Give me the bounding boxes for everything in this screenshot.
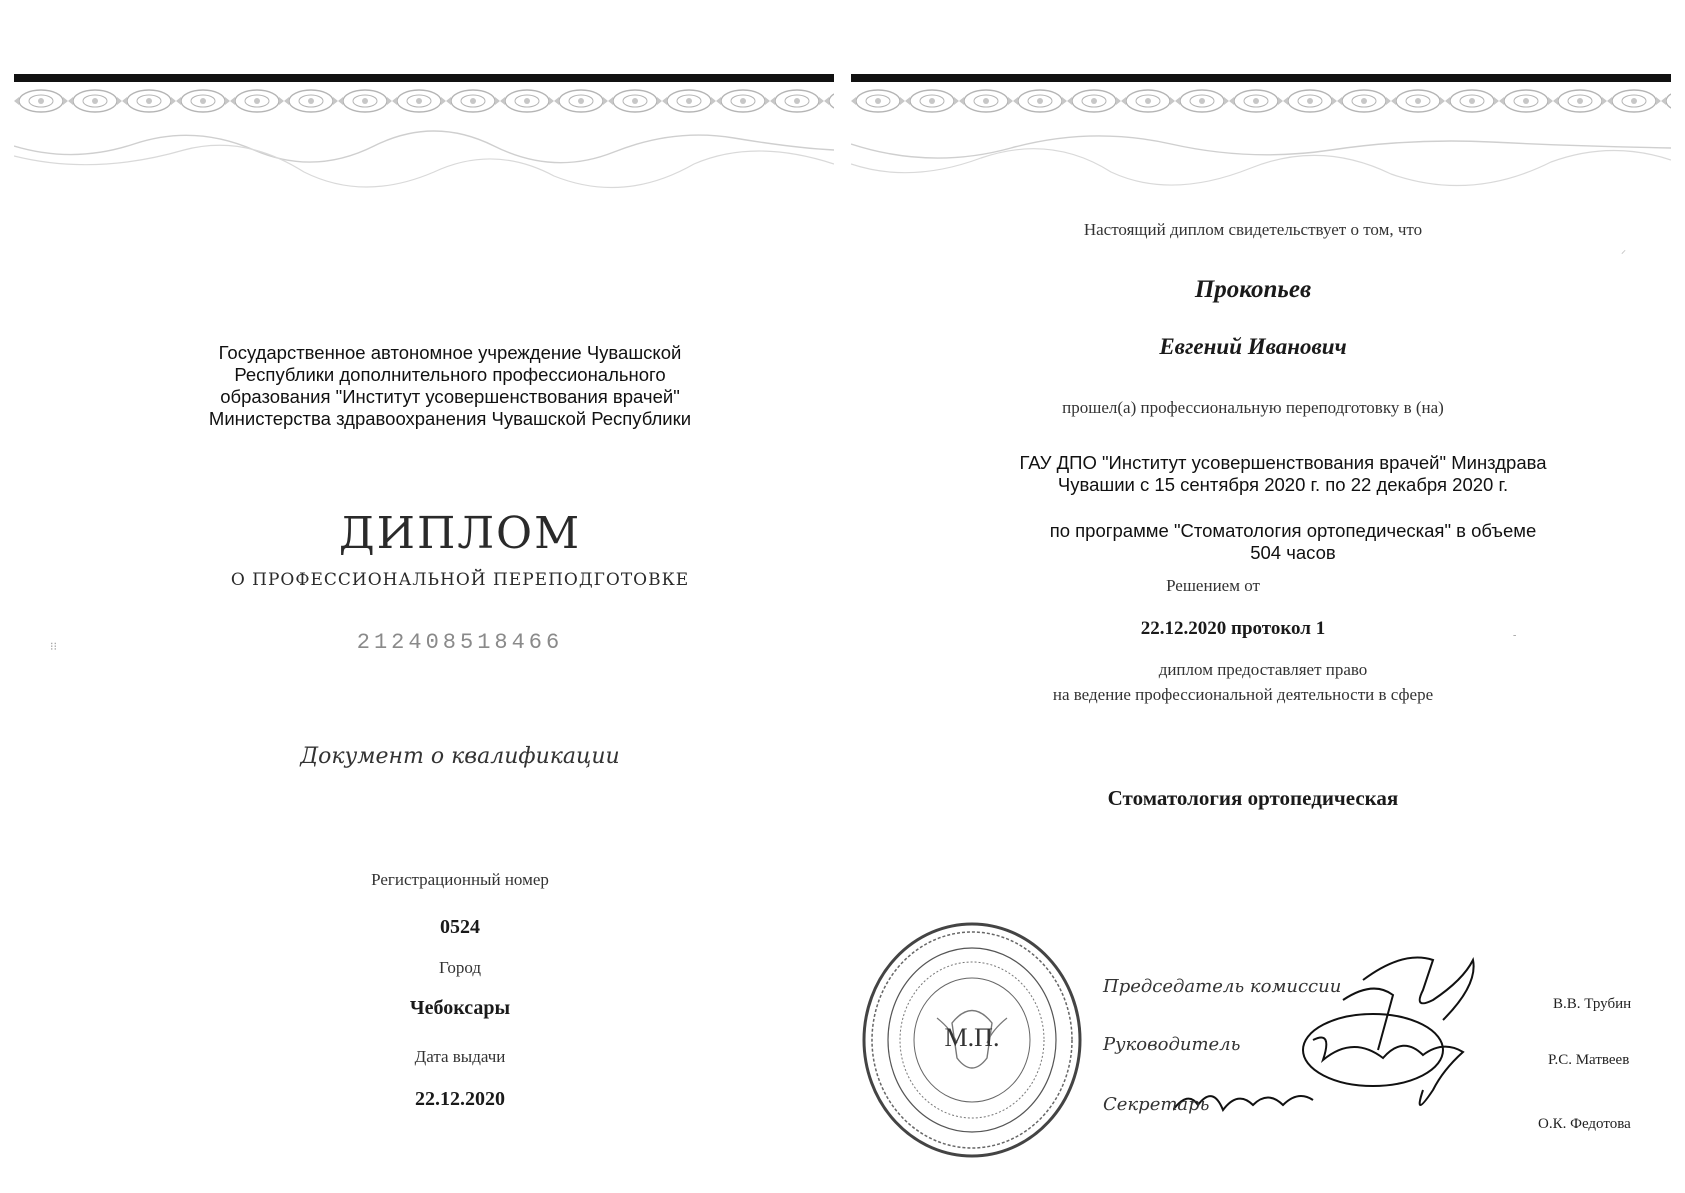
city-value: Чебоксары xyxy=(409,997,511,1019)
certifies-text: Настоящий диплом свидетельствует о том, что xyxy=(1083,220,1423,239)
program-block xyxy=(1003,520,1583,564)
grants-line: на ведение профессиональной деятельности в сфере xyxy=(1052,685,1434,704)
issuer-line: Государственное автономное учреждение Чувашской xyxy=(218,342,682,363)
secretary-role: Секретарь xyxy=(1103,1094,1210,1115)
scan-artifact: ⸝ xyxy=(1621,245,1626,256)
issuer-line: Республики дополнительного профессионального xyxy=(234,364,666,385)
secretary-name: О.К. Федотова xyxy=(1538,1116,1631,1132)
diploma-left-page xyxy=(0,0,842,1193)
institution-block xyxy=(983,452,1583,496)
institution-line: ГАУ ДПО "Институт усовершенствования врачей" Минздрава xyxy=(1019,452,1547,473)
ornamental-border xyxy=(851,84,1671,214)
chair-name: В.В. Трубин xyxy=(1553,996,1632,1012)
diploma-title: ДИПЛОМ xyxy=(338,508,582,559)
official-seal xyxy=(857,918,1087,1162)
registration-label: Регистрационный номер xyxy=(371,870,549,889)
registration-number: 0524 xyxy=(440,916,480,938)
decision-label: Решением от xyxy=(1166,576,1260,595)
program-line: по программе "Стоматология ортопедическая" в объеме xyxy=(1049,520,1537,541)
program-line: 504 часов xyxy=(1250,542,1336,563)
protocol-value: 22.12.2020 протокол 1 xyxy=(1140,618,1326,639)
diploma-right-page xyxy=(843,0,1685,1193)
head-name: Р.С. Матвеев xyxy=(1548,1052,1630,1068)
top-rule xyxy=(851,74,1671,82)
chair-role: Председатель комиссии xyxy=(1103,976,1342,997)
scan-artifact: - xyxy=(1513,630,1517,641)
holder-given-names: Евгений Иванович xyxy=(1159,334,1347,359)
specialty-name: Стоматология ортопедическая xyxy=(1107,786,1399,810)
grants-line: диплом предоставляет право xyxy=(1158,660,1368,679)
issuer-line: Министерства здравоохранения Чувашской Республики xyxy=(208,408,692,429)
head-role: Руководитель xyxy=(1103,1034,1241,1055)
seal-mark: М.П. xyxy=(944,1023,1000,1052)
issuer-block xyxy=(140,342,760,430)
city-label: Город xyxy=(439,958,481,977)
serial-number: 212408518466 xyxy=(356,630,564,655)
diploma-subtitle: О ПРОФЕССИОНАЛЬНОЙ ПЕРЕПОДГОТОВКЕ xyxy=(230,570,690,590)
issue-date-label: Дата выдачи xyxy=(414,1047,506,1066)
institution-line: Чувашии с 15 сентября 2020 г. по 22 декабря 2020 г. xyxy=(1057,474,1509,495)
scan-artifact: ⁝⁝ xyxy=(50,641,57,653)
qualification-label: Документ о квалификации xyxy=(300,744,620,769)
issuer-line: образования "Институт усовершенствования врачей" xyxy=(220,386,680,407)
ornamental-border xyxy=(14,84,834,214)
holder-surname: Прокопьев xyxy=(1194,276,1312,303)
completed-text: прошел(а) профессиональную переподготовку в (на) xyxy=(1062,398,1444,417)
issue-date-value: 22.12.2020 xyxy=(415,1088,505,1110)
top-rule xyxy=(14,74,834,82)
